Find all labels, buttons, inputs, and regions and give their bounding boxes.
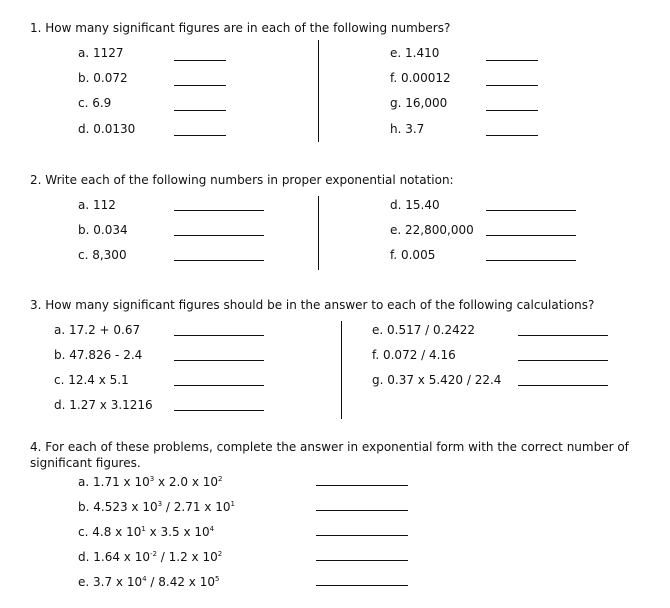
q4-answer-d[interactable] bbox=[316, 560, 408, 561]
question-4-prompt-line-2: significant figures. bbox=[30, 456, 141, 470]
q2-answer-d[interactable] bbox=[486, 210, 576, 211]
q4-answer-e[interactable] bbox=[316, 585, 408, 586]
q3-item-c: c. 12.4 x 5.1 bbox=[54, 373, 129, 387]
q1-answer-g[interactable] bbox=[486, 110, 538, 111]
q1-answer-a[interactable] bbox=[174, 60, 226, 61]
q2-answer-c[interactable] bbox=[174, 260, 264, 261]
q3-divider bbox=[341, 321, 342, 419]
q1-answer-b[interactable] bbox=[174, 85, 226, 86]
question-2-prompt: 2. Write each of the following numbers in proper exponential notation: bbox=[30, 173, 454, 187]
q1-divider bbox=[318, 40, 319, 142]
q1-item-a: a. 1127 bbox=[78, 46, 124, 60]
q3-item-d: d. 1.27 x 3.1216 bbox=[54, 398, 153, 412]
q4-item-e: e. 3.7 x $10^4 / 8.42$ x $10^5$ bbox=[78, 575, 220, 589]
q4-answer-a[interactable] bbox=[316, 485, 408, 486]
q1-answer-h[interactable] bbox=[486, 135, 538, 136]
q2-answer-f[interactable] bbox=[486, 260, 576, 261]
q4-item-d: d. 1.64 x $10^{-2} / 1.2$ x $10^2$ bbox=[78, 550, 223, 564]
q3-answer-a[interactable] bbox=[174, 335, 264, 336]
q3-item-a: a. 17.2 + 0.67 bbox=[54, 323, 141, 337]
q3-answer-g[interactable] bbox=[518, 385, 608, 386]
q3-item-e: e. 0.517 / 0.2422 bbox=[372, 323, 476, 337]
q4-answer-c[interactable] bbox=[316, 535, 408, 536]
q1-item-h: h. 3.7 bbox=[390, 122, 425, 136]
q1-item-f: f. 0.00012 bbox=[390, 71, 451, 85]
q1-item-b: b. 0.072 bbox=[78, 71, 128, 85]
q2-item-b: b. 0.034 bbox=[78, 223, 128, 237]
q2-answer-b[interactable] bbox=[174, 235, 264, 236]
q2-answer-e[interactable] bbox=[486, 235, 576, 236]
q3-answer-c[interactable] bbox=[174, 385, 264, 386]
q4-item-b: b. 4.523 x $10^3 / 2.71$ x $10^1$ bbox=[78, 500, 235, 514]
q1-answer-e[interactable] bbox=[486, 60, 538, 61]
q1-item-c: c. 6.9 bbox=[78, 96, 112, 110]
q1-item-g: g. 16,000 bbox=[390, 96, 448, 110]
q2-item-f: f. 0.005 bbox=[390, 248, 436, 262]
q3-answer-d[interactable] bbox=[174, 410, 264, 411]
q1-item-d: d. 0.0130 bbox=[78, 122, 136, 136]
q3-answer-f[interactable] bbox=[518, 360, 608, 361]
q4-answer-b[interactable] bbox=[316, 510, 408, 511]
q3-item-b: b. 47.826 - 2.4 bbox=[54, 348, 143, 362]
question-1-prompt: 1. How many significant figures are in each of the following numbers? bbox=[30, 21, 451, 35]
q1-answer-d[interactable] bbox=[174, 135, 226, 136]
q2-item-e: e. 22,800,000 bbox=[390, 223, 474, 237]
q3-item-f: f. 0.072 / 4.16 bbox=[372, 348, 456, 362]
q2-item-d: d. 15.40 bbox=[390, 198, 440, 212]
q4-item-a: a. 1.71 x $10^3$ x 2.0 x $10^2$ bbox=[78, 475, 223, 489]
q3-item-g: g. 0.37 x 5.420 / 22.4 bbox=[372, 373, 502, 387]
q1-answer-f[interactable] bbox=[486, 85, 538, 86]
q2-divider bbox=[318, 196, 319, 270]
question-4-prompt-line-1: 4. For each of these problems, complete the answer in exponential form with the correct number of bbox=[30, 440, 629, 454]
q2-item-c: c. 8,300 bbox=[78, 248, 127, 262]
q3-answer-b[interactable] bbox=[174, 360, 264, 361]
question-3-prompt: 3. How many significant figures should be in the answer to each of the following calculations? bbox=[30, 298, 595, 312]
q1-item-e: e. 1.410 bbox=[390, 46, 440, 60]
q3-answer-e[interactable] bbox=[518, 335, 608, 336]
q4-item-c: c. 4.8 x $10^1$ x 3.5 x $10^4$ bbox=[78, 525, 215, 539]
q2-answer-a[interactable] bbox=[174, 210, 264, 211]
q1-answer-c[interactable] bbox=[174, 110, 226, 111]
q2-item-a: a. 112 bbox=[78, 198, 116, 212]
